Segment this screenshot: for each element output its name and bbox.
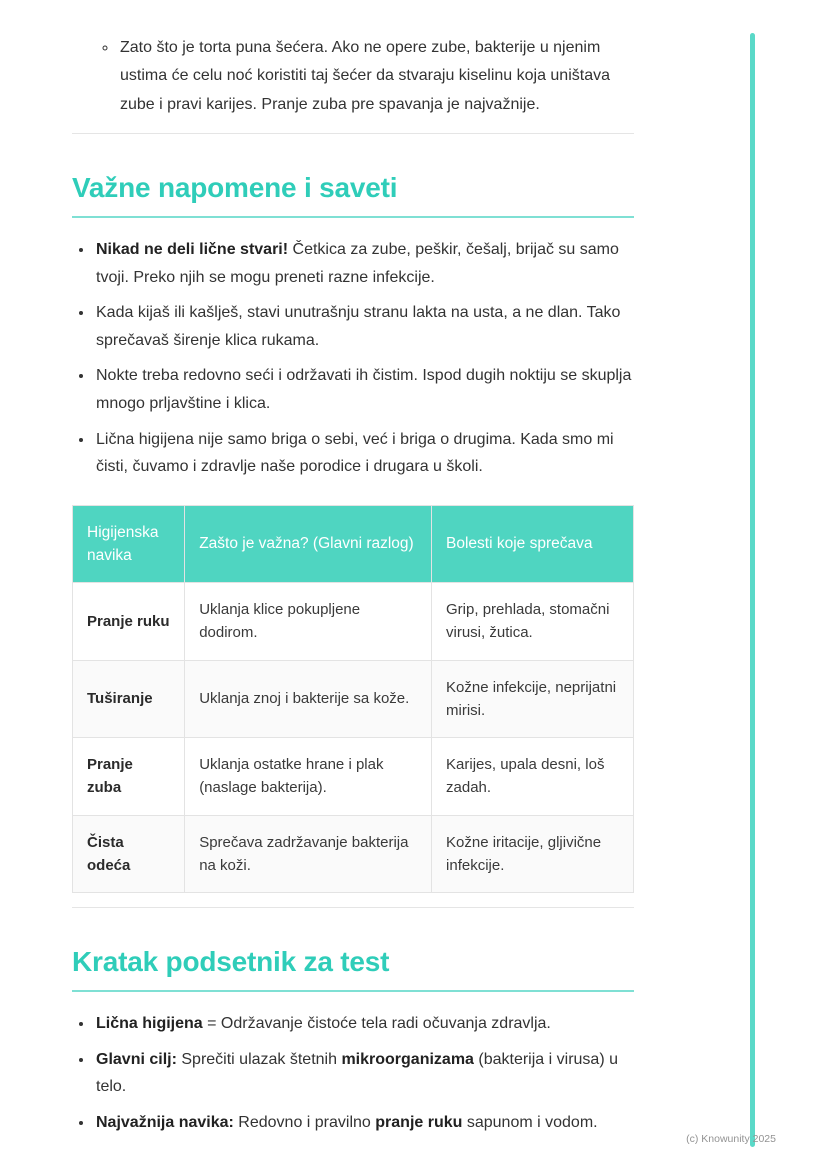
- document-content: [72, 0, 634, 1136]
- bold-text: Najvažnija navika:: [96, 1113, 234, 1131]
- text: (bakterija i virusa) u telo.: [96, 1050, 618, 1096]
- section-heading-podsetnik: Kratak podsetnik za test: [72, 946, 634, 992]
- tips-bullet-list: [72, 236, 634, 480]
- table-cell: Sprečava zadržavanje bakterija na koži.: [185, 815, 432, 893]
- table-row: [73, 583, 634, 661]
- table-row: [73, 738, 634, 816]
- table-cell: Karijes, upala desni, loš zadah.: [432, 738, 634, 816]
- table-row: [73, 660, 634, 738]
- section-heading-napomene: Važne napomene i saveti: [72, 172, 634, 218]
- table-cell: Grip, prehlada, stomačni virusi, žutica.: [432, 583, 634, 661]
- list-item: [94, 236, 634, 291]
- table-header-cell: Higijenska navika: [73, 505, 185, 583]
- divider: [72, 907, 634, 908]
- table-cell: Kožne iritacije, gljivične infekcije.: [432, 815, 634, 893]
- text: Kada kijaš ili kašlješ, stavi unutrašnju stranu lakta na usta, a ne dlan. Tako sprečavaš širenje klica rukama.: [96, 304, 621, 349]
- text: Redovno i pravilno: [233, 1113, 376, 1131]
- list-item: [94, 1010, 634, 1038]
- table-cell: Uklanja znoj i bakterije sa kože.: [185, 660, 432, 738]
- table-cell: Čista odeća: [73, 815, 185, 893]
- text: Nokte treba redovno seći i održavati ih čistim. Ispod dugih noktiju se skuplja mnogo prljavštine i klica.: [96, 367, 632, 412]
- bold-text: Glavni cilj:: [96, 1050, 177, 1068]
- table-cell: Uklanja klice pokupljene dodirom.: [185, 583, 432, 661]
- table-body: [73, 583, 634, 893]
- table-header-cell: Zašto je važna? (Glavni razlog): [185, 505, 432, 583]
- text: Zato što je torta puna šećera. Ako ne opere zube, bakterije u njenim ustima će celu noć koristiti taj šećer da stvaraju kiselinu koja uništava zube i pravi karijes. Pranje zuba pre spavanja je najvažnije.: [120, 39, 610, 113]
- bold-text: Nikad ne deli lične stvari!: [96, 241, 289, 259]
- table-header-row: [73, 505, 634, 583]
- table-cell: Uklanja ostatke hrane i plak (naslage bakterija).: [185, 738, 432, 816]
- scrollbar-thumb[interactable]: [750, 33, 755, 1147]
- sub-bullet-list: [72, 34, 634, 119]
- list-item: [94, 362, 634, 417]
- text: Sprečiti ulazak štetnih: [176, 1050, 342, 1068]
- list-item: [94, 426, 634, 481]
- table-cell: Kožne infekcije, neprijatni mirisi.: [432, 660, 634, 738]
- copyright-text: (c) Knowunity 2025: [686, 1133, 776, 1145]
- list-item: [94, 1109, 634, 1137]
- list-item: [94, 1046, 634, 1101]
- text: Lična higijena nije samo briga o sebi, već i briga o drugima. Kada smo mi čisti, čuvamo i zdravlje naše porodice i drugara u školi.: [96, 430, 614, 476]
- divider: [72, 133, 634, 134]
- text: Četkica za zube, peškir, češalj, brijač su samo tvoji. Preko njih se mogu preneti razne infekcije.: [96, 241, 619, 286]
- table-cell: Pranje ruku: [73, 583, 185, 661]
- text: sapunom i vodom.: [462, 1113, 598, 1131]
- bold-text: mikroorganizama: [341, 1050, 474, 1068]
- bold-text: pranje ruku: [375, 1113, 463, 1131]
- table-cell: Pranje zuba: [73, 738, 185, 816]
- hygiene-table: [72, 505, 634, 894]
- table-row: [73, 815, 634, 893]
- text: = Održavanje čistoće tela radi očuvanja zdravlja.: [202, 1015, 551, 1033]
- table-header-cell: Bolesti koje sprečava: [432, 505, 634, 583]
- list-item: [118, 34, 634, 119]
- list-item: [94, 299, 634, 354]
- summary-bullet-list: [72, 1010, 634, 1136]
- bold-text: Lična higijena: [96, 1015, 203, 1033]
- table-cell: Tuširanje: [73, 660, 185, 738]
